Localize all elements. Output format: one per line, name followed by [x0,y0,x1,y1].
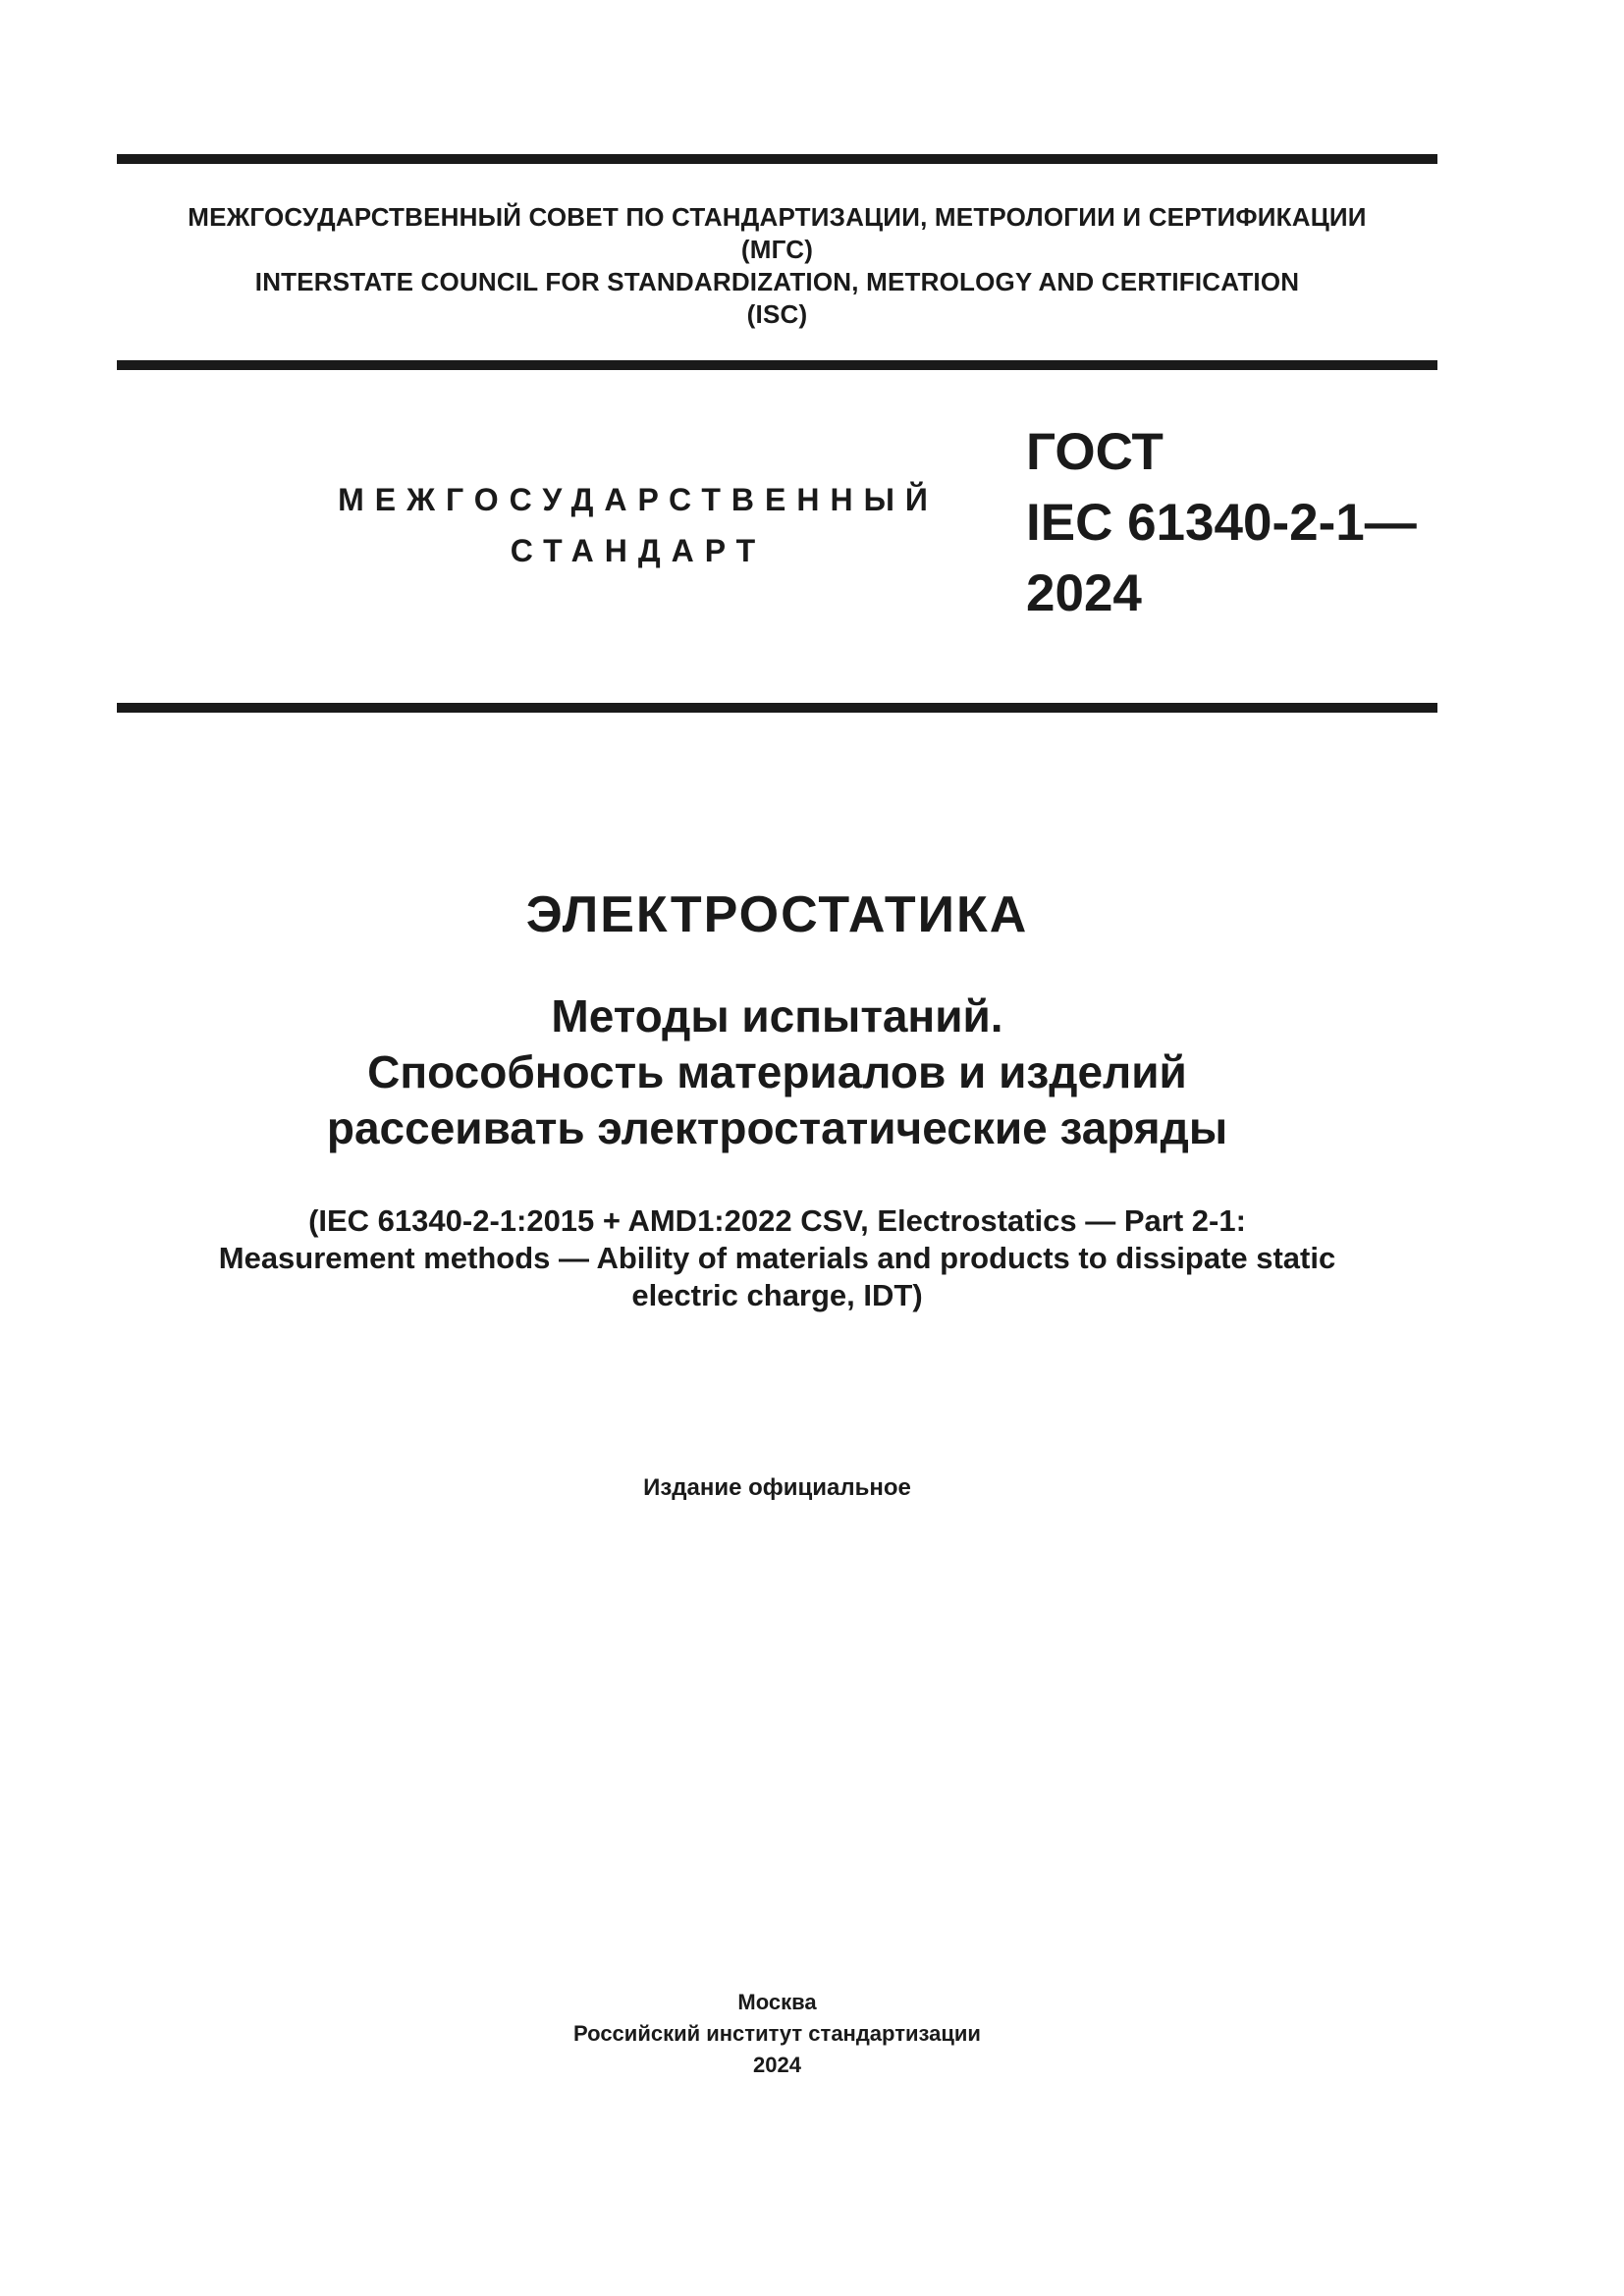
subtitle-line-2: Способность материалов и изделий [367,1046,1187,1097]
english-title-line-1: (IEC 61340-2-1:2015 + AMD1:2022 CSV, Electrostatics — Part 2-1: [308,1203,1246,1238]
english-title [117,1202,1437,1314]
gost-label: ГОСТ [1026,423,1164,481]
standard-kind-line-1: МЕЖГОСУДАРСТВЕННЫЙ [338,482,939,517]
council-name-en: INTERSTATE COUNCIL FOR STANDARDIZATION, METROLOGY AND CERTIFICATION [254,267,1300,296]
subtitle-line-3: рассеивать электростатические заряды [326,1102,1228,1153]
standard-number: IEC 61340-2-1— [1026,494,1417,552]
edition-note: Издание официальное [643,1474,911,1501]
english-title-line-3: electric charge, IDT) [631,1278,923,1312]
standard-kind [295,474,982,576]
council-name-ru: МЕЖГОСУДАРСТВЕННЫЙ СОВЕТ ПО СТАНДАРТИЗАЦИИ, МЕТРОЛОГИИ И СЕРТИФИКАЦИИ [188,202,1367,232]
council-abbr-ru: (МГС) [740,235,814,264]
designation-bottom-rule [117,703,1437,713]
document-subtitle [117,988,1437,1156]
imprint-publisher: Российский институт стандартизации [573,2021,981,2046]
standard-year: 2024 [1026,564,1142,622]
imprint-city: Москва [737,1990,817,2014]
imprint-year: 2024 [753,2053,801,2077]
subtitle-line-1: Методы испытаний. [551,990,1003,1041]
english-title-line-2: Measurement methods — Ability of materials and products to dissipate static [218,1241,1336,1275]
council-abbr-en: (ISC) [746,299,808,329]
imprint [117,1987,1437,2081]
document-title: ЭЛЕКТРОСТАТИКА [525,886,1029,943]
council-header [117,201,1437,331]
standard-kind-line-2: СТАНДАРТ [510,533,767,568]
header-bottom-rule [117,360,1437,370]
standard-designation [1026,417,1417,629]
top-rule [117,154,1437,164]
